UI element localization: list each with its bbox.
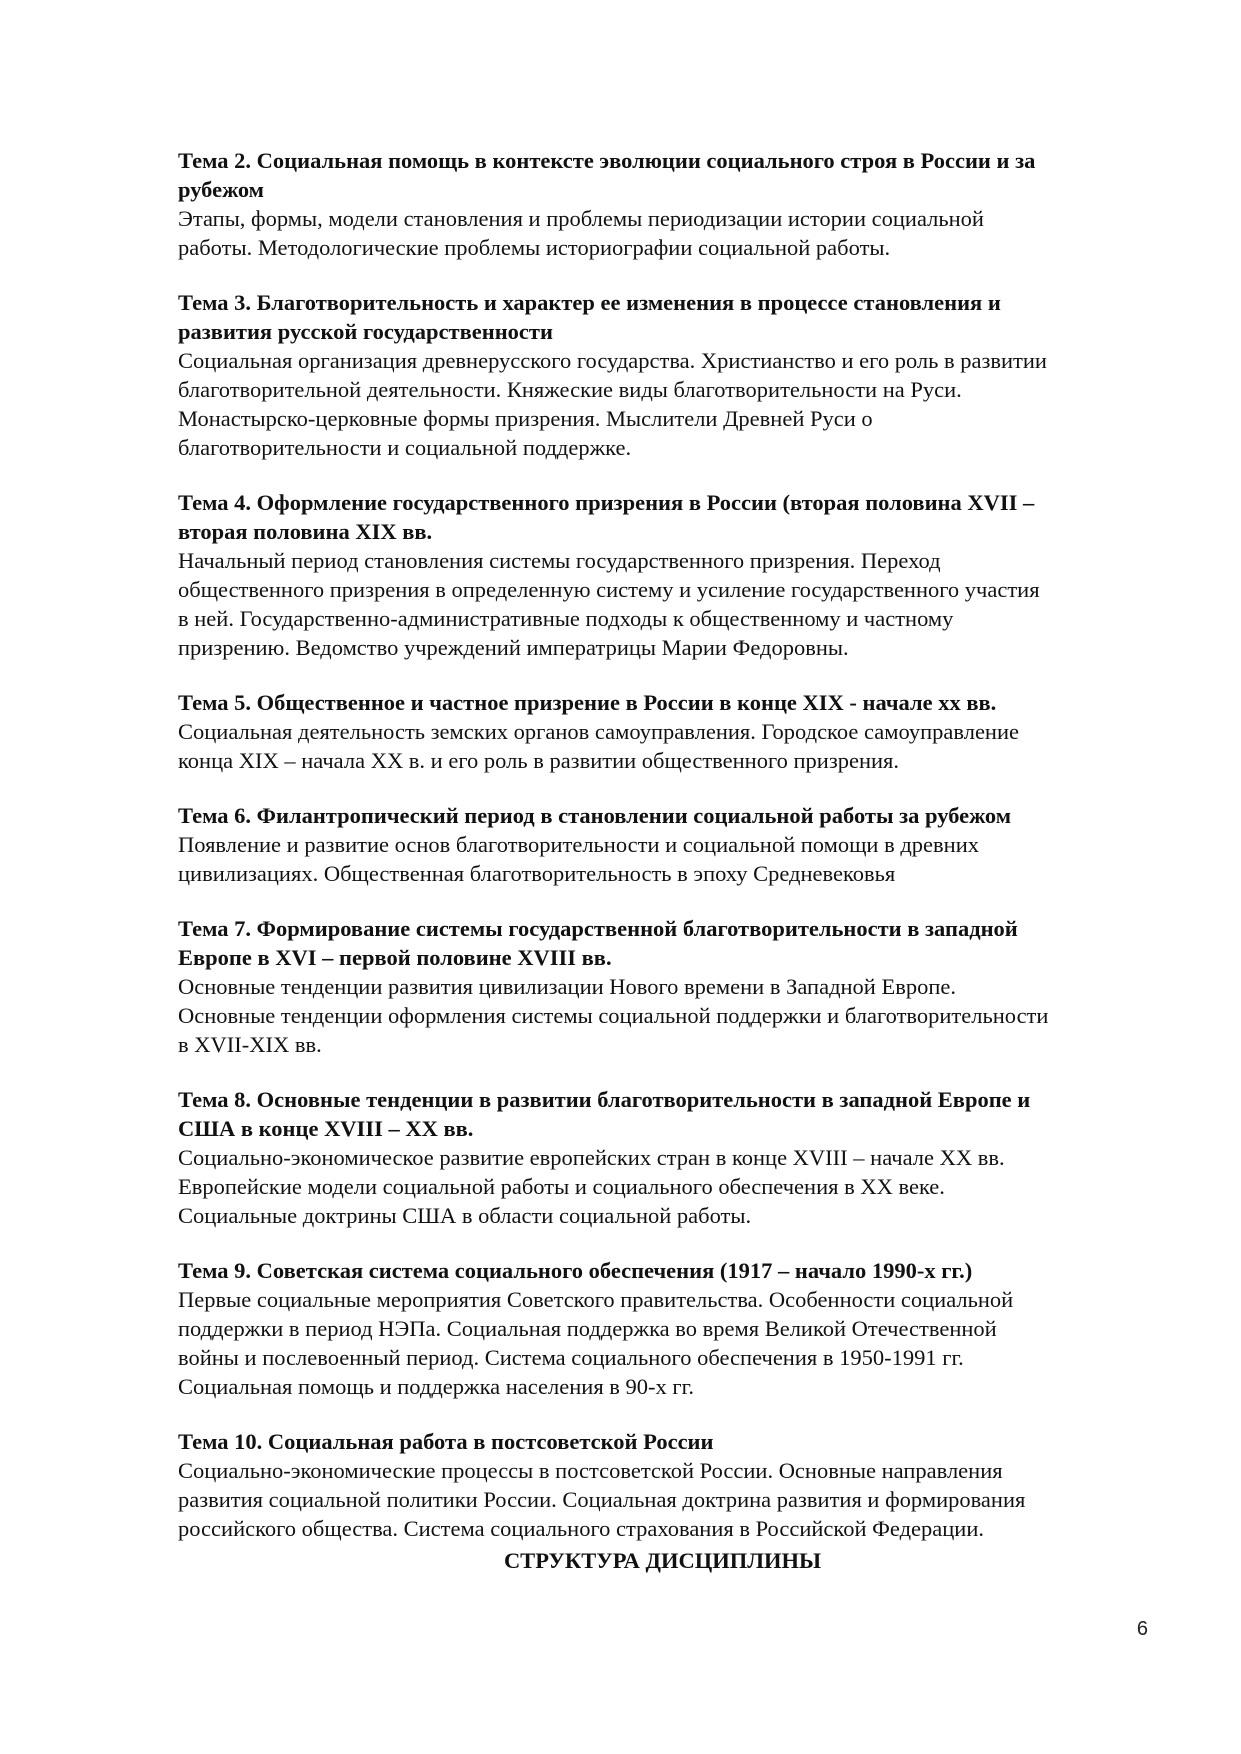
- topic-body-line: Появление и развитие основ благотворительности и социальной помощи в древних: [178, 832, 979, 857]
- topic-body-line: Монастырско-церковные формы призрения. Мыслители Древней Руси о: [178, 406, 873, 431]
- topic-body-line: конца XIX – начала XX в. и его роль в развитии общественного призрения.: [178, 748, 900, 773]
- section-heading: СТРУКТУРА ДИСЦИПЛИНЫ: [503, 1548, 822, 1573]
- topic-body-line: Социальная организация древнерусского государства. Христианство и его роль в развитии: [178, 348, 1047, 373]
- topic-body: [178, 1285, 1163, 1401]
- topics-list: [178, 146, 1163, 1569]
- topic-body-line: в XVII-XIX вв.: [178, 1032, 322, 1057]
- topic-block: [178, 146, 1163, 262]
- topic-title-line: вторая половина XIX вв.: [178, 519, 433, 544]
- topic-block: [178, 1427, 1163, 1543]
- topic-title-line: Тема 6. Филантропический период в становлении социальной работы за рубежом: [178, 803, 1012, 828]
- topic-title-line: Тема 10. Социальная работа в постсоветской России: [178, 1429, 714, 1454]
- topic-body-line: общественного призрения в определенную систему и усиление государственного участия: [178, 577, 1040, 602]
- topic-body-line: Европейские модели социальной работы и социального обеспечения в XX веке.: [178, 1174, 945, 1199]
- topic-body-line: призрению. Ведомство учреждений императрицы Марии Федоровны.: [178, 635, 849, 660]
- topic-title: [178, 914, 1163, 972]
- topic-body: [178, 717, 1163, 775]
- topic-title: [178, 288, 1163, 346]
- topic-block: [178, 288, 1163, 462]
- topic-title: [178, 688, 1163, 717]
- topic-block: [178, 1085, 1163, 1230]
- topic-body: [178, 546, 1163, 662]
- topic-body-line: поддержки в период НЭПа. Социальная поддержка во время Великой Отечественной: [178, 1316, 997, 1341]
- topic-title-line: развития русской государственности: [178, 319, 553, 344]
- topic-body-line: Начальный период становления системы государственного призрения. Переход: [178, 548, 941, 573]
- topic-body-line: Первые социальные мероприятия Советского правительства. Особенности социальной: [178, 1287, 1014, 1312]
- topic-block: [178, 801, 1163, 888]
- topic-title: [178, 1085, 1163, 1143]
- topic-title-line: Тема 8. Основные тенденции в развитии благотворительности в западной Европе и: [178, 1087, 1031, 1112]
- topic-body-line: Социально-экономические процессы в постсоветской России. Основные направления: [178, 1458, 1003, 1483]
- topic-body-line: Этапы, формы, модели становления и проблемы периодизации истории социальной: [178, 206, 984, 231]
- topic-body-line: благотворительной деятельности. Княжеские виды благотворительности на Руси.: [178, 377, 962, 402]
- topic-title-line: Тема 2. Социальная помощь в контексте эволюции социального строя в России и за: [178, 148, 1036, 173]
- topic-title: [178, 146, 1163, 204]
- topic-body-line: Основные тенденции развития цивилизации Нового времени в Западной Европе.: [178, 974, 956, 999]
- topic-title-line: США в конце XVIII – XX вв.: [178, 1116, 474, 1141]
- topic-title: [178, 801, 1163, 830]
- topic-block: [178, 914, 1163, 1059]
- topic-title-line: Европе в XVI – первой половине XVIII вв.: [178, 945, 612, 970]
- topic-title: [178, 488, 1163, 546]
- topic-body-line: Социальные доктрины США в области социальной работы.: [178, 1203, 752, 1228]
- topic-block: [178, 1256, 1163, 1401]
- topic-body-line: Социальная деятельность земских органов самоуправления. Городское самоуправление: [178, 719, 1020, 744]
- topic-title-line: Тема 5. Общественное и частное призрение в России в конце XIX - начале хх вв.: [178, 690, 997, 715]
- topic-body-line: Основные тенденции оформления системы социальной поддержки и благотворительности: [178, 1003, 1049, 1028]
- topic-body-line: в ней. Государственно-административные подходы к общественному и частному: [178, 606, 954, 631]
- topic-title: [178, 1427, 1163, 1456]
- topic-body: [178, 204, 1163, 262]
- topic-title-line: Тема 4. Оформление государственного призрения в России (вторая половина XVII –: [178, 490, 1035, 515]
- topic-body-line: Социальная помощь и поддержка населения в 90-х гг.: [178, 1374, 694, 1399]
- topic-body: [178, 1143, 1163, 1230]
- topic-title-line: рубежом: [178, 177, 265, 202]
- topic-body-line: цивилизациях. Общественная благотворительность в эпоху Средневековья: [178, 861, 896, 886]
- topic-body: [178, 830, 1163, 888]
- topic-body-line: работы. Методологические проблемы историографии социальной работы.: [178, 235, 891, 260]
- topic-body-line: благотворительности и социальной поддержке.: [178, 435, 632, 460]
- topic-body-line: российского общества. Система социального страхования в Российской Федерации.: [178, 1516, 985, 1541]
- topic-body-line: Социально-экономическое развитие европейских стран в конце XVIII – начале XX вв.: [178, 1145, 1005, 1170]
- topic-body-line: развития социальной политики России. Социальная доктрина развития и формирования: [178, 1487, 1026, 1512]
- topic-title: [178, 1256, 1163, 1285]
- page-number: 6: [1136, 1618, 1148, 1640]
- topic-body: [178, 346, 1163, 462]
- topic-block: [178, 488, 1163, 662]
- topic-title-line: Тема 7. Формирование системы государственной благотворительности в западной: [178, 916, 1018, 941]
- topic-block: [178, 688, 1163, 775]
- topic-title-line: Тема 9. Советская система социального обеспечения (1917 – начало 1990-х гг.): [178, 1258, 973, 1283]
- topic-body: [178, 972, 1163, 1059]
- topic-title-line: Тема 3. Благотворительность и характер ее изменения в процессе становления и: [178, 290, 1001, 315]
- topic-body: [178, 1456, 1163, 1543]
- topic-body-line: войны и послевоенный период. Система социального обеспечения в 1950-1991 гг.: [178, 1345, 964, 1370]
